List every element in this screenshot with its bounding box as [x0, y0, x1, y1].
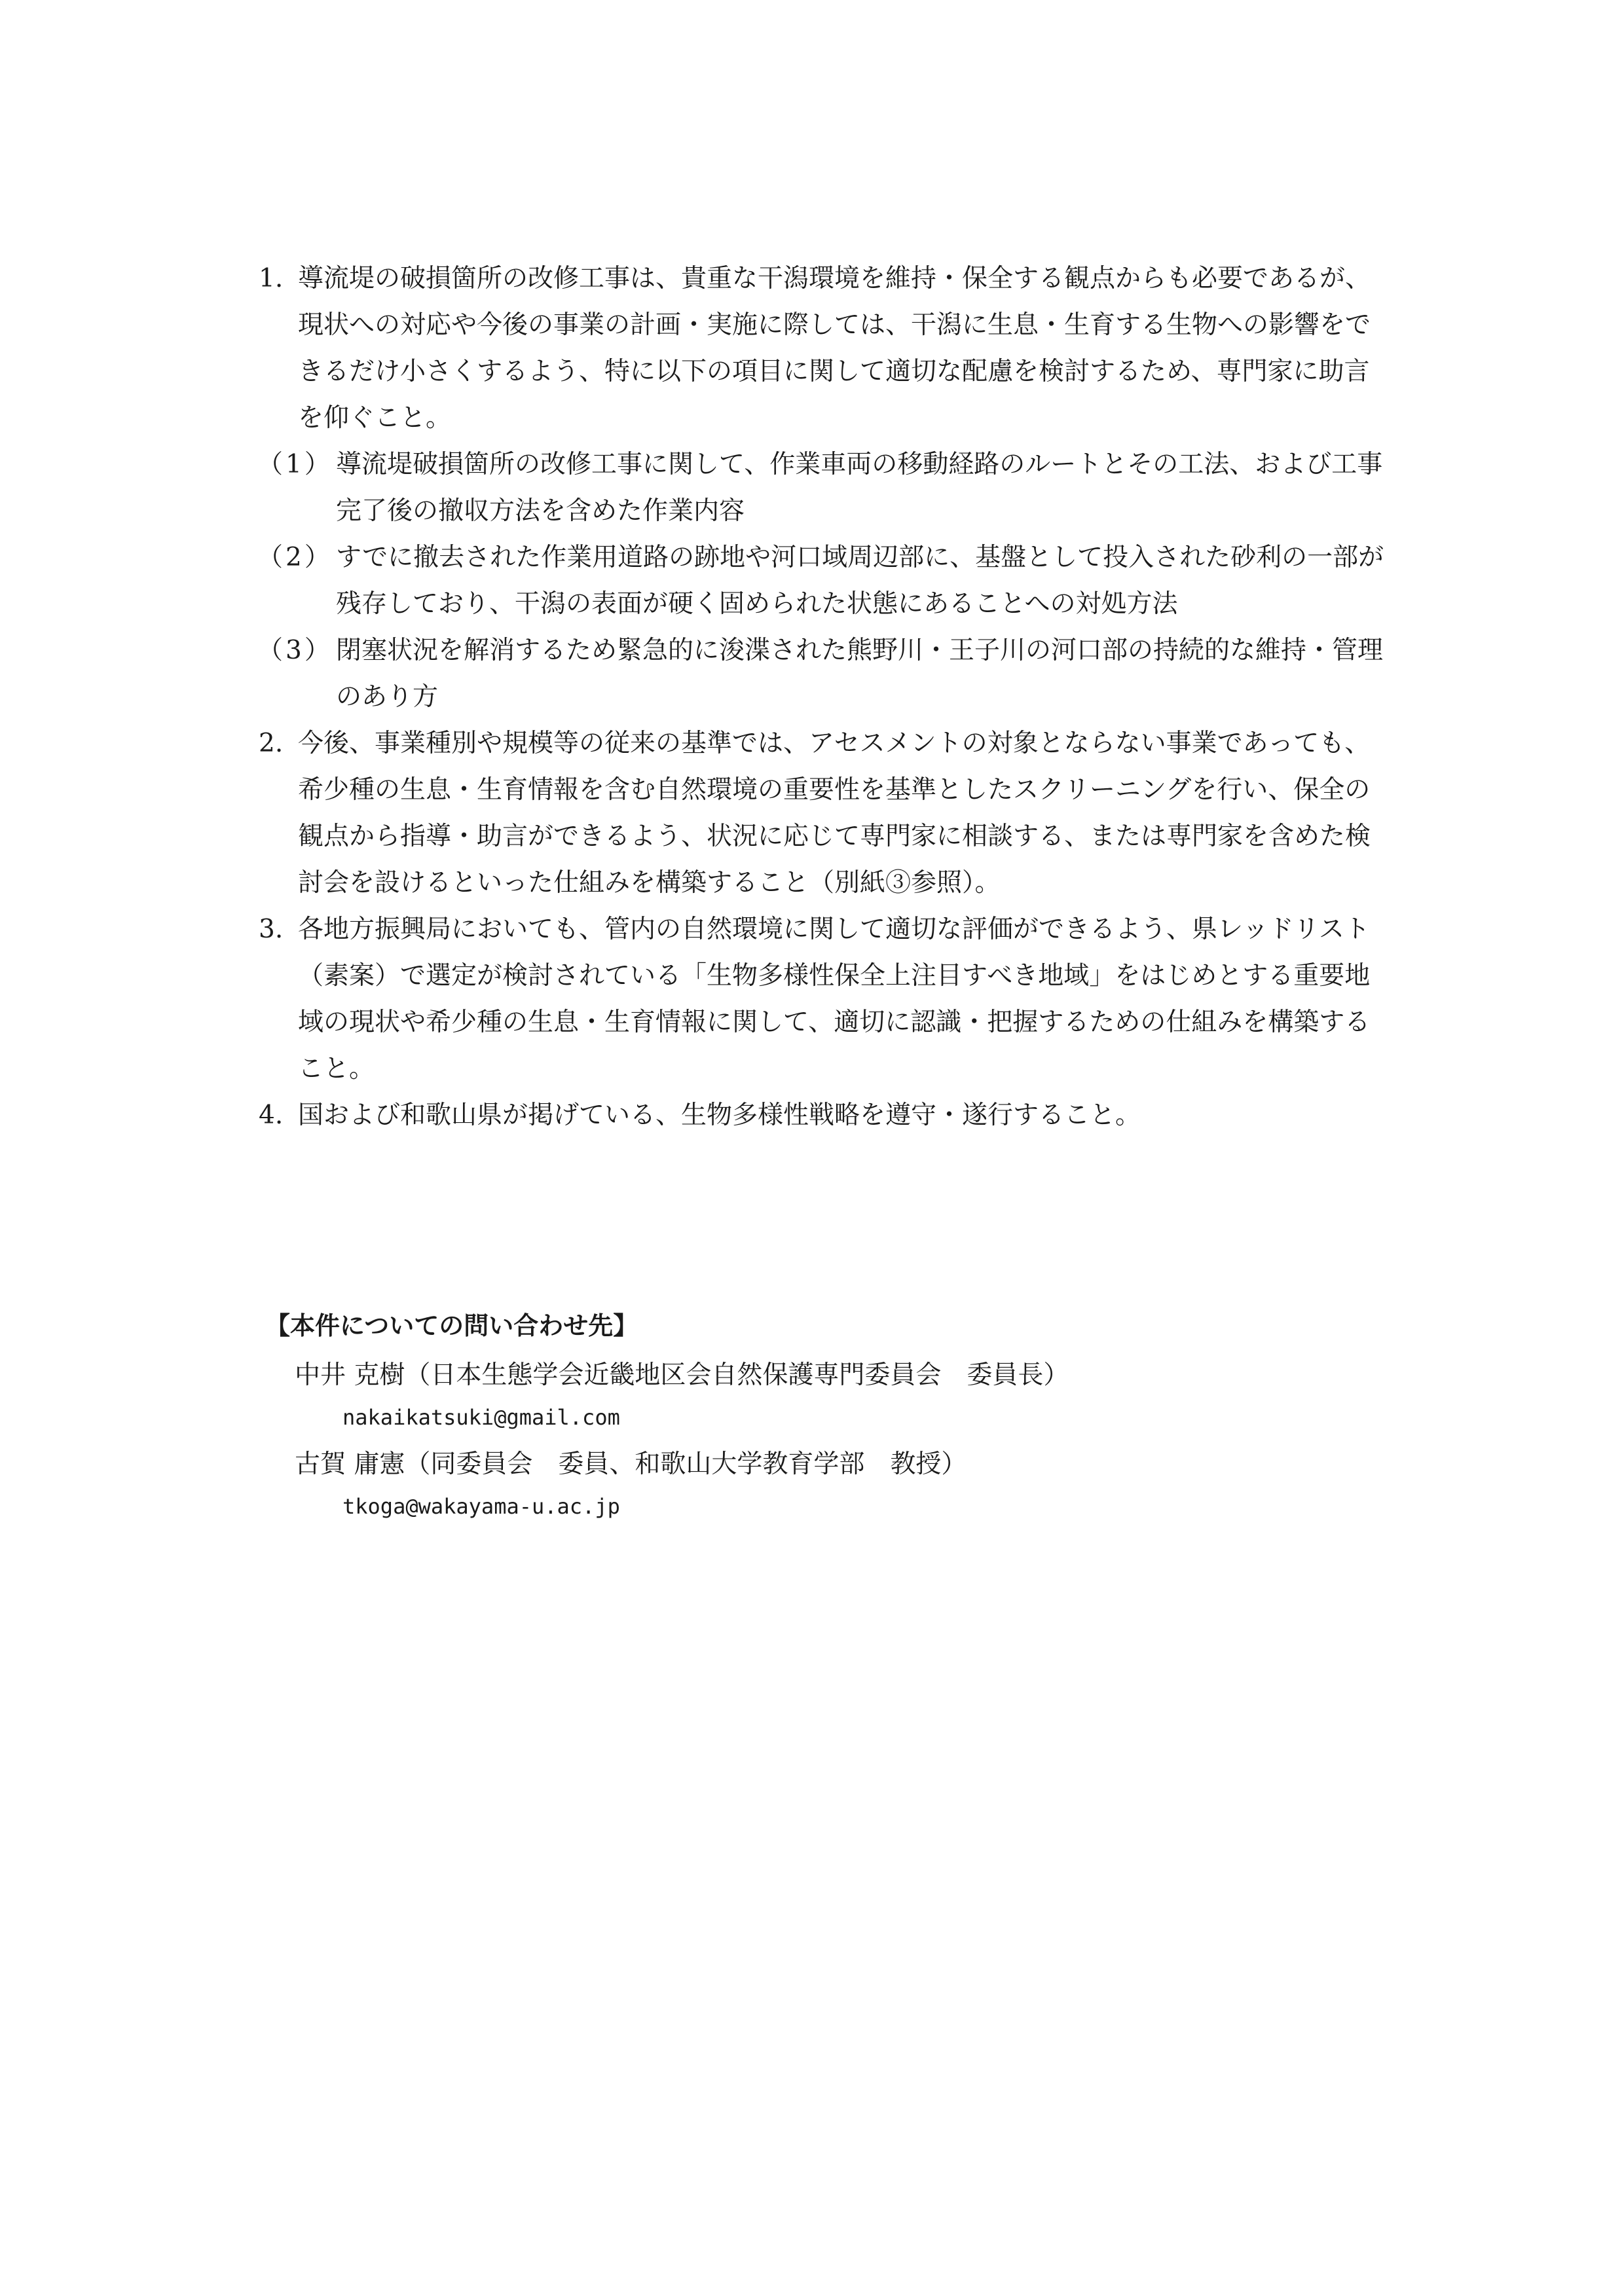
sub-item-text: 導流堤破損箇所の改修工事に関して、作業車両の移動経路のルートとその工法、および工事完了後の撤収方法を含めた作業内容 [336, 450, 1383, 526]
item-text: 今後、事業種別や規模等の従来の基準では、アセスメントの対象とならない事業であっても、希少種の生息・生育情報を含む自然環境の重要性を基準としたスクリーニングを行い、保全の観点から指導・助言ができるよう、状況に応じて専門家に相談する、または専門家を含めた検討会を設けるといった仕組みを構築すること（別紙③参照）。 [298, 729, 1371, 898]
item-number: 2. [259, 729, 284, 758]
item-number: 4. [259, 1101, 284, 1130]
item-number: 3. [259, 915, 284, 944]
contact-person-2: 古賀 庸憲（同委員会 委員、和歌山大学教育学部 教授） [295, 1449, 967, 1479]
item-text: 導流堤の破損箇所の改修工事は、貴重な干潟環境を維持・保全する観点からも必要であるが、現状への対応や今後の事業の計画・実施に際しては、干潟に生息・生育する生物への影響をできるだけ小さくするよう、特に以下の項目に関して適切な配慮を検討するため、専門家に助言を仰ぐこと。 [298, 264, 1371, 433]
sub-item-text: すでに撤去された作業用道路の跡地や河口域周辺部に、基盤として投入された砂利の一部が残存しており、干潟の表面が硬く固められた状態にあることへの対処方法 [336, 543, 1384, 619]
item-text: 国および和歌山県が掲げている、生物多様性戦略を遵守・遂行すること。 [298, 1101, 1141, 1130]
list-item-4 [259, 1092, 1385, 1139]
contact-person-1: 中井 克樹（日本生態学会近畿地区会自然保護専門委員会 委員長） [295, 1360, 1069, 1390]
recommendation-list [259, 255, 1385, 1139]
contact-email-1[interactable]: nakaikatsuki@gmail.com [342, 1405, 620, 1430]
list-item-3 [259, 906, 1385, 1092]
sub-item-2 [257, 534, 1385, 627]
sub-item-text: 閉塞状況を解消するため緊急的に浚渫された熊野川・王子川の河口部の持続的な維持・管理のあり方 [336, 636, 1384, 712]
list-item-2 [259, 720, 1385, 906]
list-item-1 [259, 255, 1385, 441]
item-number: 1. [259, 264, 284, 293]
contact-heading: 【本件についての問い合わせ先】 [265, 1311, 638, 1340]
contact-section [265, 1306, 1182, 1533]
sub-item-number: （2） [257, 543, 333, 572]
sub-item-3 [257, 627, 1385, 720]
sub-item-1 [257, 441, 1385, 534]
sub-item-number: （3） [257, 636, 333, 665]
sub-item-number: （1） [257, 450, 333, 479]
item-text: 各地方振興局においても、管内の自然環境に関して適切な評価ができるよう、県レッドリスト（素案）で選定が検討されている「生物多様性保全上注目すべき地域」をはじめとする重要地域の現状や希少種の生息・生育情報に関して、適切に認識・把握するための仕組みを構築すること。 [298, 915, 1371, 1084]
contact-email-2[interactable]: tkoga@wakayama-u.ac.jp [342, 1494, 620, 1519]
